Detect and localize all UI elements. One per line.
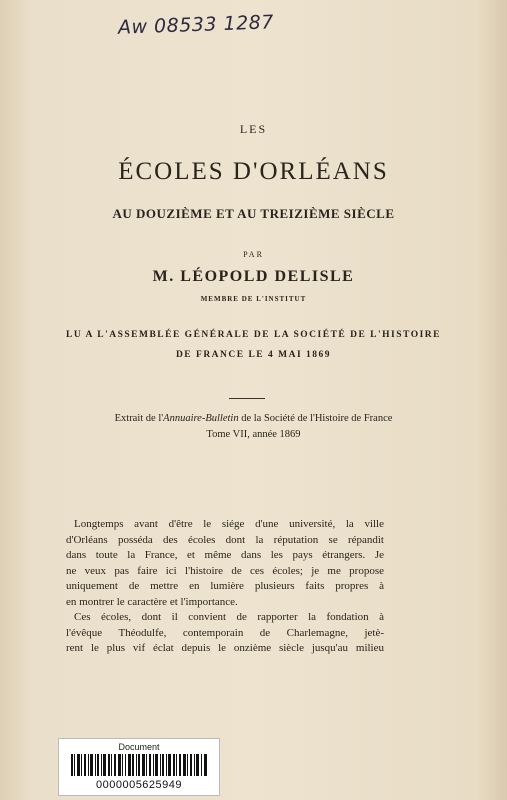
divider [229, 398, 265, 399]
handwritten-shelfmark: Aw 08533 1287 [117, 11, 275, 39]
journal-name: Annuaire-Bulletin [163, 413, 239, 424]
title-article: LES [239, 122, 268, 136]
extract-source [0, 413, 507, 424]
body-line: uniquement de mettre en lumière plusieurs faits propres à [66, 580, 384, 592]
body-line: Longtemps avant d'être le siége d'une université, la ville [74, 518, 384, 530]
extract-prefix: Extrait de l' [114, 413, 164, 424]
by-line: PAR [243, 250, 264, 259]
body-line: dans toute la France, et même dans les pays étrangers. Je [66, 549, 384, 561]
barcode-icon [71, 754, 207, 776]
barcode-label [58, 738, 220, 796]
body-line: en montrer le caractère et l'importance. [66, 595, 238, 608]
extract-volume: Tome VII, année 1869 [206, 429, 301, 440]
body-line: ne veux pas faire ici l'histoire de ces écoles; je me propose [66, 564, 384, 577]
barcode-number: 0000005625949 [95, 779, 183, 791]
author-name: M. LÉOPOLD DELISLE [152, 268, 355, 285]
page-subtitle: AU DOUZIÈME ET AU TREIZIÈME SIÈCLE [112, 206, 395, 221]
body-line: l'évêque Théodulfe, contemporain de Charlemagne, jetè- [66, 626, 384, 639]
author-affiliation: MEMBRE DE L'INSTITUT [200, 295, 307, 303]
label-title: Document [118, 742, 160, 752]
body-line: Ces écoles, dont il convient de rapporter la fondation à [74, 611, 384, 623]
page-title: ÉCOLES D'ORLÉANS [118, 158, 389, 185]
reading-note-line-2: DE FRANCE LE 4 MAI 1869 [175, 350, 332, 360]
body-line: rent le plus vif éclat depuis le onzième siècle jusqu'au milieu [66, 642, 384, 654]
body-line: d'Orléans posséda des écoles dont la réputation se répandit [66, 533, 384, 546]
body-paragraphs [66, 517, 384, 657]
extract-suffix: de la Société de l'Histoire de France [238, 413, 393, 424]
reading-note-line-1: LU A L'ASSEMBLÉE GÉNÉRALE DE LA SOCIÉTÉ DE L'HISTOIRE [66, 330, 441, 340]
